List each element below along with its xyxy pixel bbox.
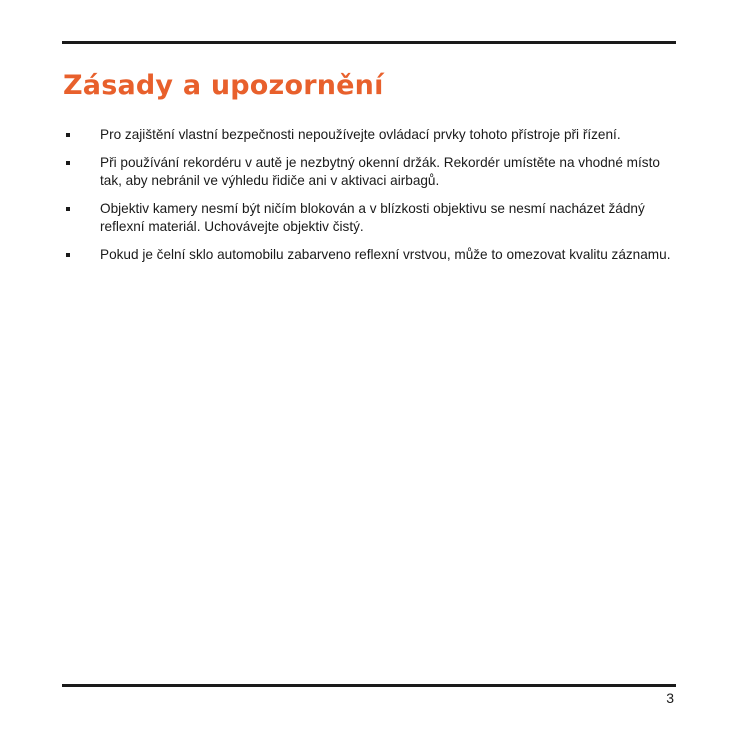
list-item-text: Pro zajištění vlastní bezpečnosti nepoužívejte ovládací prvky tohoto přístroje při řízení.: [100, 127, 621, 142]
square-bullet-icon: [66, 133, 70, 137]
list-item-text: Při používání rekordéru v autě je nezbytný okenní držák. Rekordér umístěte na vhodné místo tak, aby nebránil ve výhledu řidiče ani v aktivaci airbagů.: [100, 155, 660, 188]
list-item: [62, 246, 676, 264]
top-divider: [62, 41, 676, 44]
bottom-divider: [62, 684, 676, 687]
list-item: [62, 126, 676, 144]
square-bullet-icon: [66, 207, 70, 211]
bullet-list: [62, 126, 676, 274]
list-item-text: Pokud je čelní sklo automobilu zabarveno reflexní vrstvou, může to omezovat kvalitu záznamu.: [100, 247, 671, 262]
list-item: [62, 154, 676, 190]
page-title: Zásady a upozornění: [63, 70, 384, 101]
page-number: 3: [666, 690, 674, 706]
list-item-text: Objektiv kamery nesmí být ničím blokován a v blízkosti objektivu se nesmí nacházet žádný reflexní materiál. Uchovávejte objektiv čistý.: [100, 201, 645, 234]
square-bullet-icon: [66, 161, 70, 165]
list-item: [62, 200, 676, 236]
square-bullet-icon: [66, 253, 70, 257]
